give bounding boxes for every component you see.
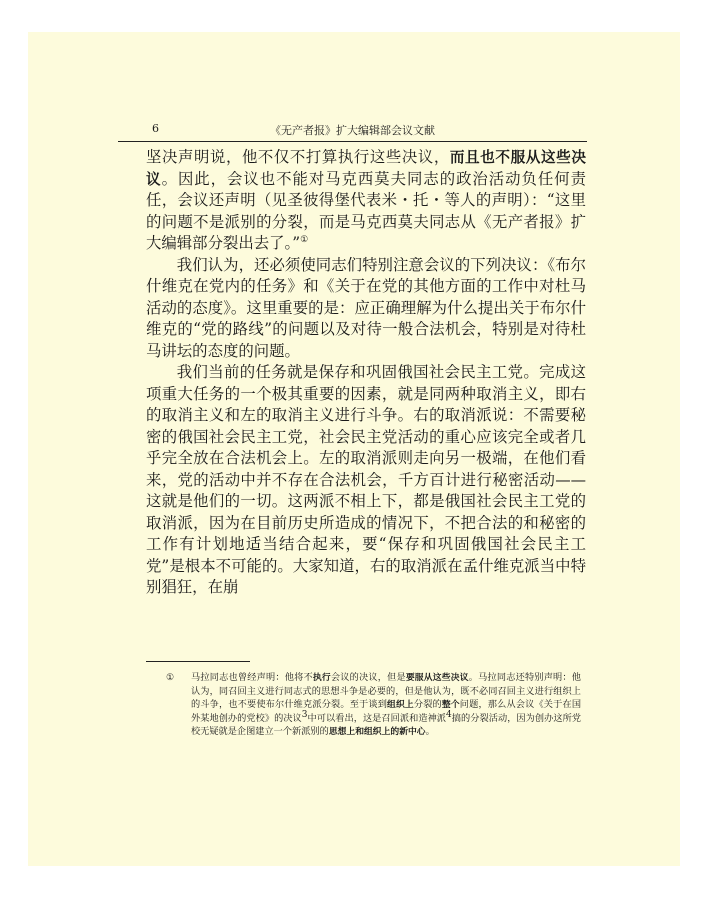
footnote-text-7: 搞的分裂活动，因为创办这所党校无疑就是企图建立一个新派别的 — [191, 713, 582, 737]
paragraph-3: 我们当前的任务就是保存和巩固俄国社会民主工党。完成这项重大任务的一个极其重要的因素，就是同两种取消主义，即右的取消主义和左的取消主义进行斗争。右的取消派说：不需要秘密的俄国社会民主工党，社会民主党活动的重心应该完全或者几乎完全放在合法机会上。左的取消派则走向另一极端，在他们看来，党的活动中并不存在合法机会，千方百计进行秘密活动—— 这就是他们的一切。这两派不相上下，都是俄国社会民主工党的取消派，因为在目前历史所造成的情况下，不把合法的和秘密的工作有计划地适当结合起来，要“保存和巩固俄国社会民主工党”是根本不可能的。大家知道，右的取消派在孟什维克派当中特别猖狂，在崩 — [146, 363, 586, 596]
endnote-reference-3[interactable]: 3 — [301, 709, 308, 720]
footnote-text-8: 。 — [425, 726, 435, 737]
footnote-emphasis-5: 思想上和组织上的新中心 — [328, 727, 426, 737]
paragraph-2: 我们认为，还必须使同志们特别注意会议的下列决议：《布尔什维克在党内的任务》和《关于在党的其他方面的工作中对杜马活动的态度》。这里重要的是：应正确理解为什么提出关于布尔什维克的“党的路线”的问题以及对待一般合法机会，特别是对待杜马讲坛的态度的问题。 — [146, 255, 586, 360]
footnote-text-4: 分裂的 — [413, 699, 442, 710]
footnote-text-1: 马拉同志也曾经声明：他将不 — [191, 672, 313, 683]
footnote-mark: ① — [166, 672, 175, 683]
paragraph-1-emphasis: 而且也不服从这些决议 — [146, 149, 586, 188]
page-number: 6 — [152, 122, 159, 135]
paragraph-1-text-c: 。因此，会议也不能对马克西莫夫同志的政治活动负任何责任，会议还声明（见圣彼得堡代表米・托・等人的声明）：“这里的问题不是派别的分裂，而是马克西莫夫同志从《无产者报》扩大编辑部分裂出去了。” — [146, 169, 586, 252]
footnote-reference[interactable]: ① — [300, 234, 309, 245]
paragraph-1-text-a: 坚决声明说，他不仅不打算执行这些决议， — [146, 148, 450, 166]
footnote — [166, 671, 581, 739]
running-title: 《无产者报》扩大编辑部会议文献 — [270, 124, 435, 137]
footnote-emphasis-4: 整个 — [441, 700, 460, 710]
footnote-emphasis-3: 组织上 — [387, 700, 414, 710]
footnote-emphasis-1: 执行 — [312, 673, 331, 683]
footnote-emphasis-2: 要服从这些决议 — [405, 673, 469, 683]
footnote-text-2: 会议的决议，但是 — [330, 672, 406, 683]
footnote-text-5: 问题，那么从会议《关于在国外某地创办的党校》的决议 — [191, 699, 582, 724]
footnote-text-3: 。马拉同志还特别声明：他认为，同召回主义进行同志式的思想斗争是必要的，但是他认为，既不必同召回主义进行组织上的斗争，也不要使布尔什维克派分裂。至于谈到 — [191, 672, 581, 710]
endnote-reference-4[interactable]: 4 — [446, 709, 452, 720]
footnote-rule — [146, 661, 250, 662]
footnote-text-6: 中可以看出，这是召回派和造神派 — [307, 713, 447, 724]
paragraph-1 — [146, 147, 586, 255]
running-header — [118, 119, 587, 142]
footnote-text — [191, 671, 581, 739]
body-text — [146, 147, 586, 599]
